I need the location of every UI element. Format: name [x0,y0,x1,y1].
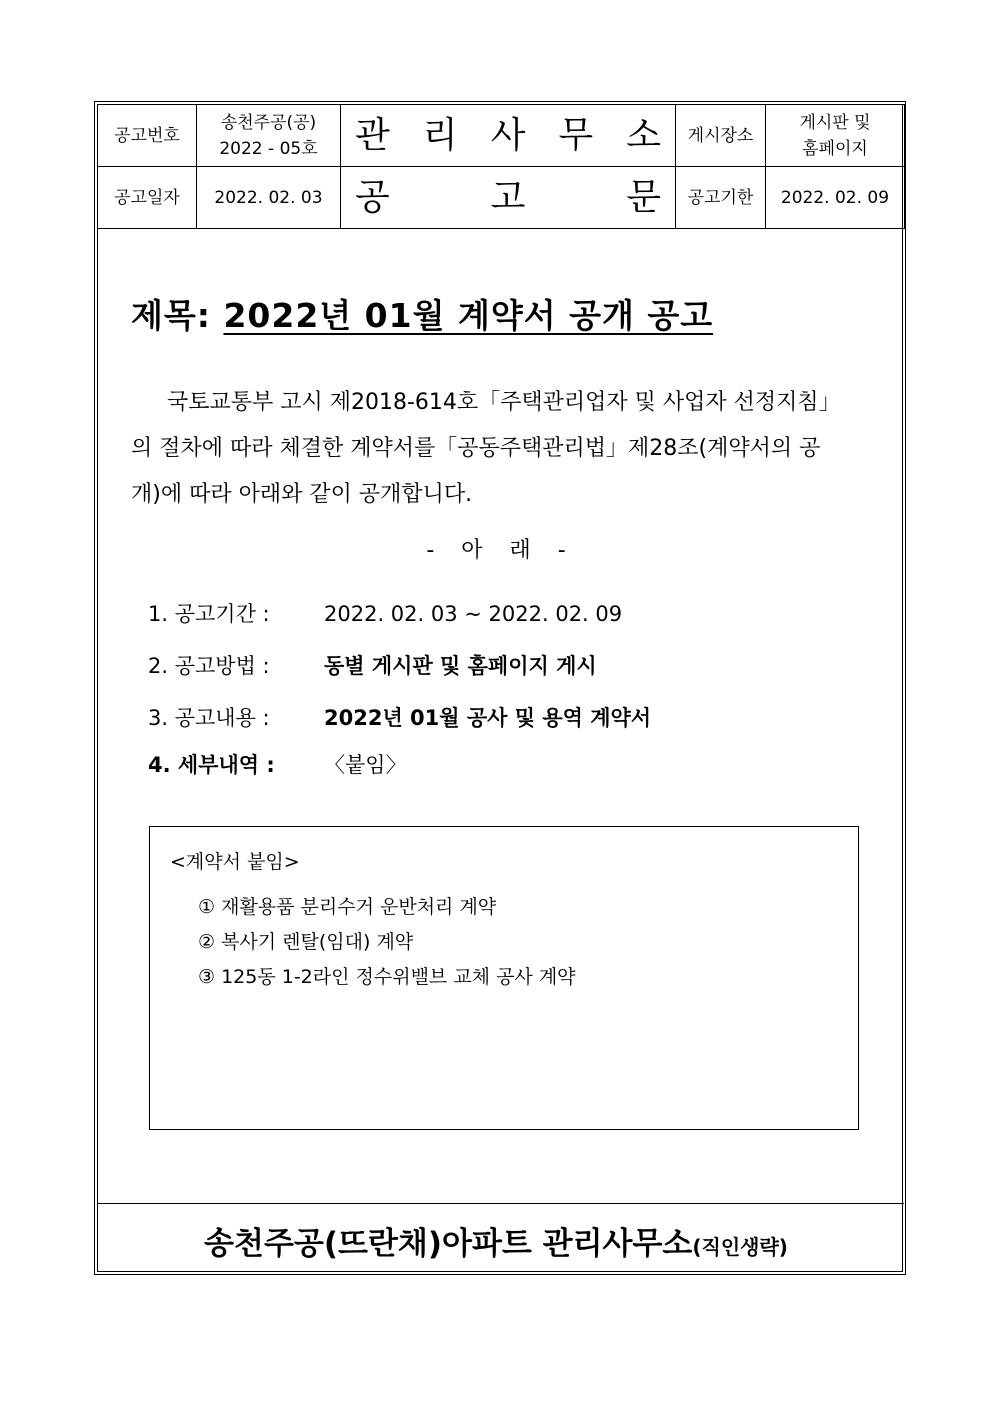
post-place-line2: 홈페이지 [802,138,868,159]
footer-seal-note: (직인생략) [692,1235,788,1259]
detail-value: 〈붙임〉 [324,753,407,777]
title-char: 리 [422,114,458,156]
deadline-label: 공고기한 [676,167,766,229]
office-title-cell [341,105,676,167]
detail-item [148,749,407,779]
notice-date-value: 2022. 02. 03 [197,167,341,229]
detail-item [148,598,622,628]
detail-value: 2022년 01월 공사 및 용역 계약서 [324,706,652,730]
office-title-line1 [341,114,675,156]
title-char: 공 [355,176,390,218]
detail-value: 동별 게시판 및 홈페이지 게시 [324,654,597,678]
notice-number-line1: 송천주공(공) [220,112,317,133]
post-place-label: 게시장소 [676,105,766,167]
notice-number-value [197,105,341,167]
notice-number-label: 공고번호 [98,105,197,167]
notice-number-line2: 2022 - 05호 [219,138,318,159]
detail-item [148,650,597,680]
detail-key: 1. 공고기간 : [148,602,270,626]
post-place-value [766,105,905,167]
title-char: 문 [626,176,661,218]
intro-line: 국토교통부 고시 제2018-614호「주택관리업자 및 사업자 선정지침」 [167,390,841,415]
intro-line: 개)에 따라 아래와 같이 공개합니다. [131,482,473,507]
detail-key: 3. 공고내용 : [148,706,270,730]
attachment-entry: ③ 125동 1-2라인 정수위밸브 교체 공사 계약 [198,966,576,988]
attachment-box [149,826,859,1130]
title-char: 고 [490,176,526,218]
subject-prefix: 제목: [131,296,211,335]
office-title-line2 [341,176,675,218]
title-char: 무 [558,114,594,156]
detail-key: 2. 공고방법 : [148,654,270,678]
post-place-line1: 게시판 및 [799,112,871,133]
intro-paragraph [131,380,875,518]
detail-item [148,702,651,732]
attachment-heading: <계약서 붙임> [170,851,300,873]
notice-date-label: 공고일자 [98,167,197,229]
detail-value: 2022. 02. 03 ~ 2022. 02. 09 [324,602,623,626]
title-char: 관 [355,114,390,156]
title-char: 사 [490,114,526,156]
office-title-cell-2 [341,167,676,229]
footer-divider [97,1203,904,1204]
subject-title [131,290,713,337]
attachment-entry: ② 복사기 렌탈(임대) 계약 [198,931,414,953]
deadline-value: 2022. 02. 09 [766,167,905,229]
subject-text: 2022년 01월 계약서 공개 공고 [223,296,714,335]
footer [0,1218,992,1263]
detail-key: 4. 세부내역 : [148,753,275,777]
below-label: - 아 래 - [426,538,566,563]
title-char: 소 [626,114,661,156]
header-table [97,104,905,229]
attachment-entry: ① 재활용품 분리수거 운반처리 계약 [198,896,497,918]
intro-line: 의 절차에 따라 체결한 계약서를「공동주택관리법」제28조(계약서의 공 [131,436,821,461]
footer-office-name: 송천주공(뜨란채)아파트 관리사무소 [204,1226,693,1262]
